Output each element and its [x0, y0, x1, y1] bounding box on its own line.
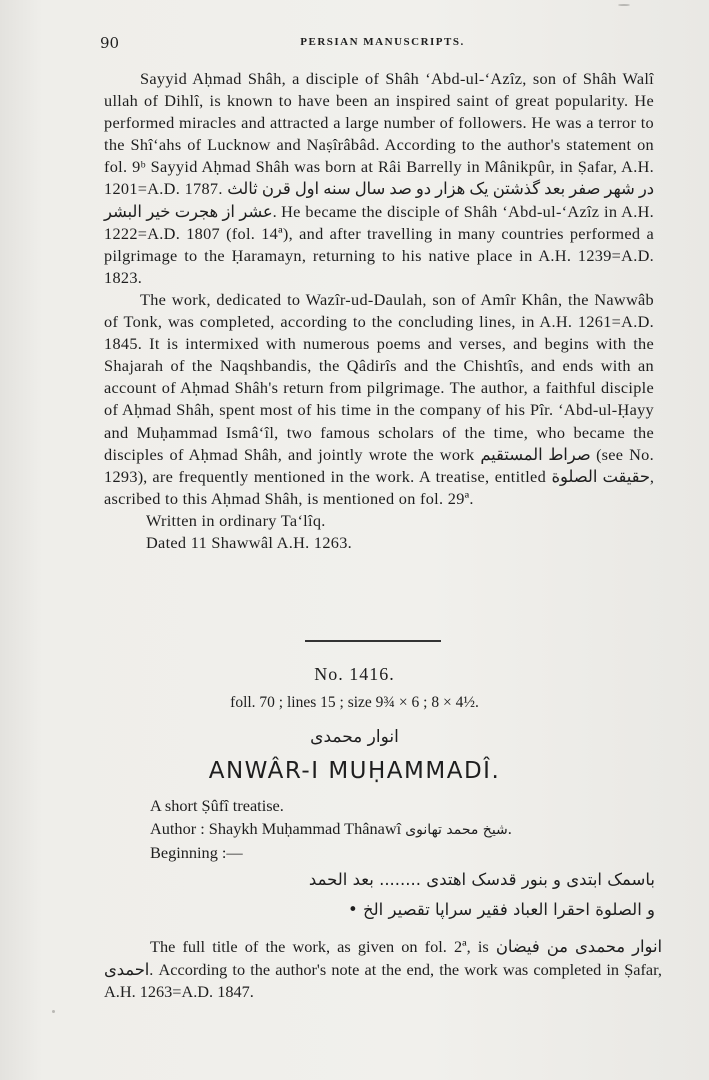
closing-paragraph: The full title of the work, as given on fol. 2ª, is انوار محمدی من فیضان احمدی. According to the author's note at the end, the work was completed in Ṣafar, A.H. 1263=A.D. 1847.	[104, 937, 663, 1001]
entry-title: ANWÂR-I MUḤAMMADÎ.	[208, 758, 501, 784]
author-name-persian: شیخ محمد تهانوی	[405, 822, 508, 838]
entry-physical-description: foll. 70 ; lines 15 ; size 9¾ × 6 ; 8 × 4½.	[230, 694, 479, 711]
date-note: Dated 11 Shawwâl A.H. 1263.	[146, 532, 353, 552]
beginning-label: Beginning :—	[150, 843, 243, 862]
paper-speck	[618, 4, 630, 6]
author-line: Author : Shaykh Muḥammad Thânawî شیخ محمد تهانوی.	[150, 819, 512, 838]
page-header	[100, 34, 665, 54]
paper-speck	[52, 1010, 55, 1013]
entry-title-persian: انوار محمدی	[310, 727, 399, 747]
entry-1415-paragraph-2: The work, dedicated to Wazîr-ud-Daulah, son of Amîr Khân, the Nawwâb of Tonk, was completed, according to the concluding lines, in A.H. 1261=A.D. 1845. It is intermixed with numerous poems and verses, and begins with the Shajarah of the Naqshbandis, the Qâdirîs and the Chishtîs, and ends with an account of Aḥmad Shâh's return from pilgrimage. The author, a faithful disciple of Aḥmad Shâh, spent most of his time in the company of his Pîr. ‘Abd-ul-Ḥayy and Muḥammad Ismâ‘îl, two famous scholars of the time, who became the disciples of Aḥmad Shâh, and jointly wrote the work صراط المستقيم (see No. 1293), are frequently mentioned in the work. A treatise, entitled حقیقت الصلوة, ascribed to this Aḥmad Shâh, is mentioned on fol. 29ª.	[104, 289, 654, 508]
entry-description: A short Ṣûfî treatise.	[150, 796, 284, 815]
page-number: 90	[100, 34, 120, 52]
entry-number: No. 1416.	[314, 664, 395, 684]
author-name: Shaykh Muḥammad Thânawî	[208, 819, 402, 838]
beginning-line-2: و الصلوة احقرا العباد فقیر سراپا تقصیر الخ •	[348, 900, 655, 919]
beginning-line-1: باسمک ابتدی و بنور قدسک اهتدی ........ بعد الحمد	[308, 870, 655, 889]
entry-1415-paragraph-1: Sayyid Aḥmad Shâh, a disciple of Shâh ‘Abd-ul-‘Azîz, son of Shâh Walî ullah of Dihlî, is known to have been an inspired saint of great popularity. He performed miracles and attracted a large number of followers. He was a terror to the Shî‘ahs of Lucknow and Naṣîrâbâd. According to the author's statement on fol. 9ᵇ Sayyid Aḥmad Shâh was born at Râi Barrelly in Mânikpûr, in Ṣafar, A.H. 1201=A.D. 1787. در شهر صفر بعد گذشتن یک هزار دو صد سال سنه اول قرن ثالث عشر از هجرت خیر البشر. He became the disciple of Shâh ‘Abd-ul-‘Azîz in A.H. 1222=A.D. 1807 (fol. 14ª), and after travelling in many countries performed a pilgrimage to the Ḥaramayn, returning to his native place in A.H. 1239=A.D. 1823.	[104, 69, 654, 287]
entry-1415-body	[104, 68, 654, 554]
author-label: Author :	[150, 819, 205, 838]
running-title: PERSIAN MANUSCRIPTS.	[300, 36, 465, 48]
script-note: Written in ordinary Ta‘lîq.	[146, 510, 326, 530]
section-divider	[305, 640, 441, 642]
